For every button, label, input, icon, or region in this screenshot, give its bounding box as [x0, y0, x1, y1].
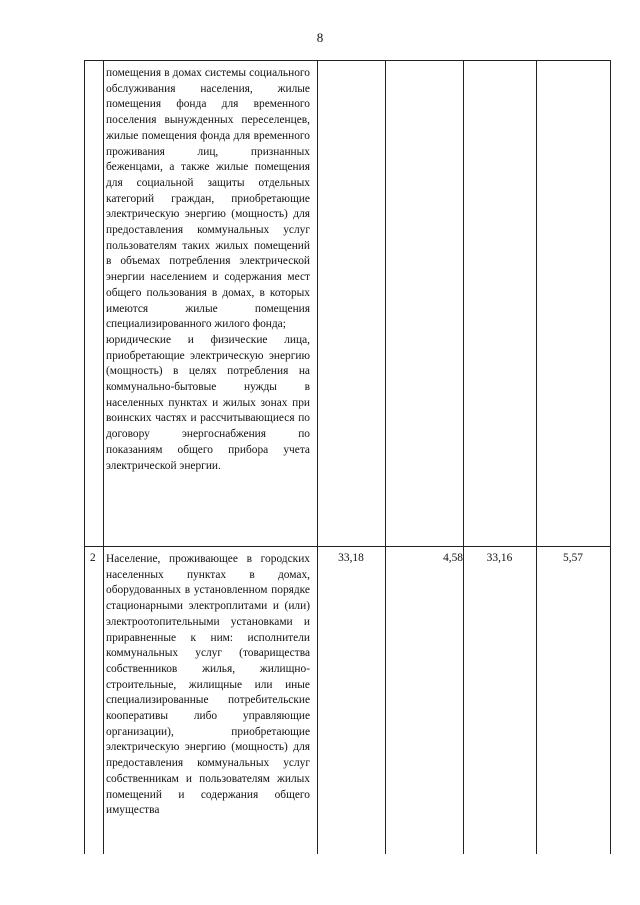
row2-value-2	[385, 552, 463, 564]
row2-value-2-text: 4,58	[443, 552, 463, 564]
col-divider-1	[385, 60, 386, 854]
table-border-right	[610, 60, 611, 854]
tariff-table	[84, 60, 611, 854]
row-number: 2	[90, 552, 96, 564]
col-divider-desc	[317, 60, 318, 854]
col-divider-3	[536, 60, 537, 854]
row2-description: Население, проживающее в городских населенных пунктах в домах, оборудованных в установленном порядке стационарными электроплитами и (или) электроотопительными установками и приравненные к ним: исполнители коммунальных услуг (товарищества собственников жилья, жилищно-строительные, жилищные или иные специализированные потребительские кооперативы либо управляющие организации), приобретающие электрическую энергию (мощность) для предоставления коммунальных услуг собственникам и пользователям жилых помещений и содержания общего имущества	[106, 553, 310, 817]
col-divider-number	[103, 60, 104, 854]
col-divider-2	[463, 60, 464, 854]
row-divider	[84, 546, 611, 547]
table-border-top	[84, 60, 611, 61]
row2-value-4: 5,57	[563, 552, 583, 564]
continued-row-description	[106, 66, 310, 474]
table-border-left	[84, 60, 85, 854]
continued-paragraph-2: юридические и физические лица, приобретающие электрическую энергию (мощность) в целях потребления на коммунально-бытовые нужды в населенных пунктах и жилых зонах при воинских частях и рассчитывающиеся по договору энергоснабжения по показаниям общего прибора учета электрической энергии.	[106, 333, 310, 472]
row2-value-1: 33,18	[338, 552, 364, 564]
row2-value-3: 33,16	[486, 552, 513, 564]
page-number: 8	[316, 30, 324, 45]
continued-paragraph-1: помещения в домах системы социального обслуживания населения, жилые помещения фонда для временного поселения вынужденных переселенцев, жилые помещения фонда для временного проживания лиц, признанных беженцами, а также жилые помещения для социальной защиты отдельных категорий граждан, приобретающие электрическую энергию (мощность) для предоставления коммунальных услуг пользователям таких жилых помещений в объемах потребления электрической энергии населением и содержания мест общего пользования в домах, в которых имеются жилые помещения специализированного жилого фонда;	[106, 67, 310, 331]
